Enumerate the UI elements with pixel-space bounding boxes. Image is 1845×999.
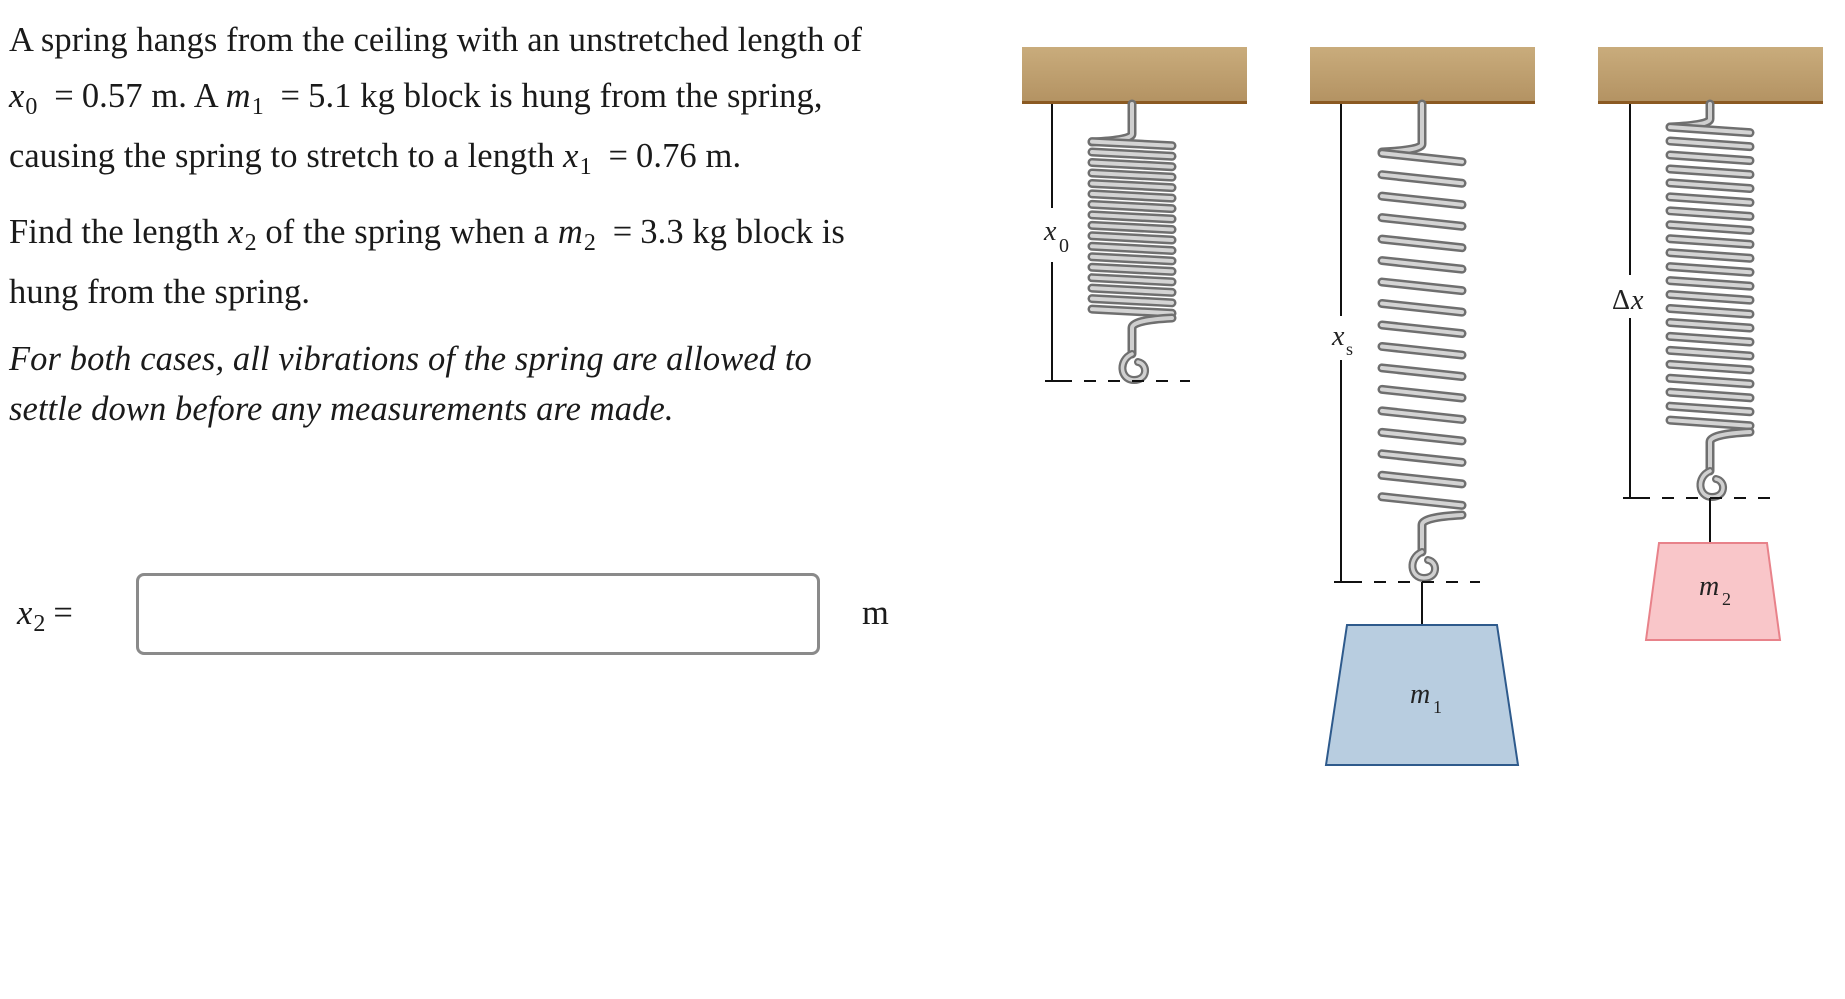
x1-value: 0.76 m — [636, 137, 733, 175]
xs-label-subscript: s — [1346, 339, 1354, 359]
p1-text-3: block is hung from the spring, — [403, 77, 823, 115]
p1-text-5: . — [732, 137, 742, 175]
p1-text-2: . A — [178, 77, 217, 115]
m1-subscript: 1 — [251, 94, 264, 120]
x1-subscript: 1 — [579, 154, 592, 180]
x0-label-subscript: 0 — [1059, 235, 1069, 257]
problem-statement — [9, 12, 949, 434]
spring-unstretched — [1092, 104, 1172, 380]
equals-sign: = — [280, 77, 301, 115]
x0-variable: x — [9, 77, 25, 115]
answer-subscript: 2 — [33, 611, 46, 637]
p1-text-1: A spring hangs from the ceiling with an unstretched length of — [9, 21, 863, 59]
m2-value: 3.3 kg — [640, 213, 728, 251]
note-line-2: settle down before any measurements are made. — [9, 390, 674, 428]
x2-variable: x — [228, 213, 244, 251]
note-line-1: For both cases, all vibrations of the spring are allowed to — [9, 340, 812, 378]
ceiling-1 — [1022, 47, 1247, 104]
delta-label: Δ — [1612, 285, 1631, 316]
problem-paragraph-2 — [9, 204, 949, 320]
answer-variable: x — [17, 594, 33, 632]
equals-sign: = — [612, 213, 633, 251]
answer-input[interactable] — [136, 573, 820, 655]
equals-sign: = — [608, 137, 628, 175]
answer-label — [17, 594, 81, 637]
x0-label: x — [1044, 216, 1057, 247]
p2-text-4: hung from the spring. — [9, 273, 311, 311]
p1-text-4: causing the spring to stretch to a length — [9, 137, 555, 175]
p2-text-1: Find the length — [9, 213, 220, 251]
problem-paragraph-1 — [9, 12, 949, 188]
equals-sign: = — [54, 77, 74, 115]
x0-subscript: 0 — [25, 94, 38, 120]
x0-value: 0.57 m — [81, 77, 179, 115]
answer-row — [0, 572, 960, 662]
xs-label: x — [1332, 321, 1345, 352]
answer-unit: m — [862, 594, 889, 632]
p2-text-2: of the spring when a — [265, 213, 550, 251]
spring-stretched-m2 — [1670, 104, 1750, 497]
spring-diagram — [1000, 0, 1845, 999]
m2-subscript: 2 — [583, 230, 596, 256]
ceiling-3 — [1598, 47, 1823, 104]
delta-x-label: x — [1631, 285, 1644, 316]
spring-stretched-m1 — [1382, 104, 1462, 578]
m2-label: m — [1699, 571, 1720, 602]
x1-variable: x — [563, 137, 579, 175]
equals-sign: = — [53, 594, 73, 632]
m1-variable: m — [225, 77, 251, 115]
x2-subscript: 2 — [244, 230, 257, 256]
m2-label-subscript: 2 — [1722, 589, 1731, 609]
m1-label: m — [1410, 679, 1431, 710]
m1-value: 5.1 kg — [308, 77, 395, 115]
spring-figure — [1000, 0, 1845, 999]
p2-text-3: block is — [735, 213, 845, 251]
m2-variable: m — [557, 213, 583, 251]
problem-note — [9, 334, 949, 434]
m1-label-subscript: 1 — [1433, 697, 1442, 717]
ceiling-2 — [1310, 47, 1535, 104]
